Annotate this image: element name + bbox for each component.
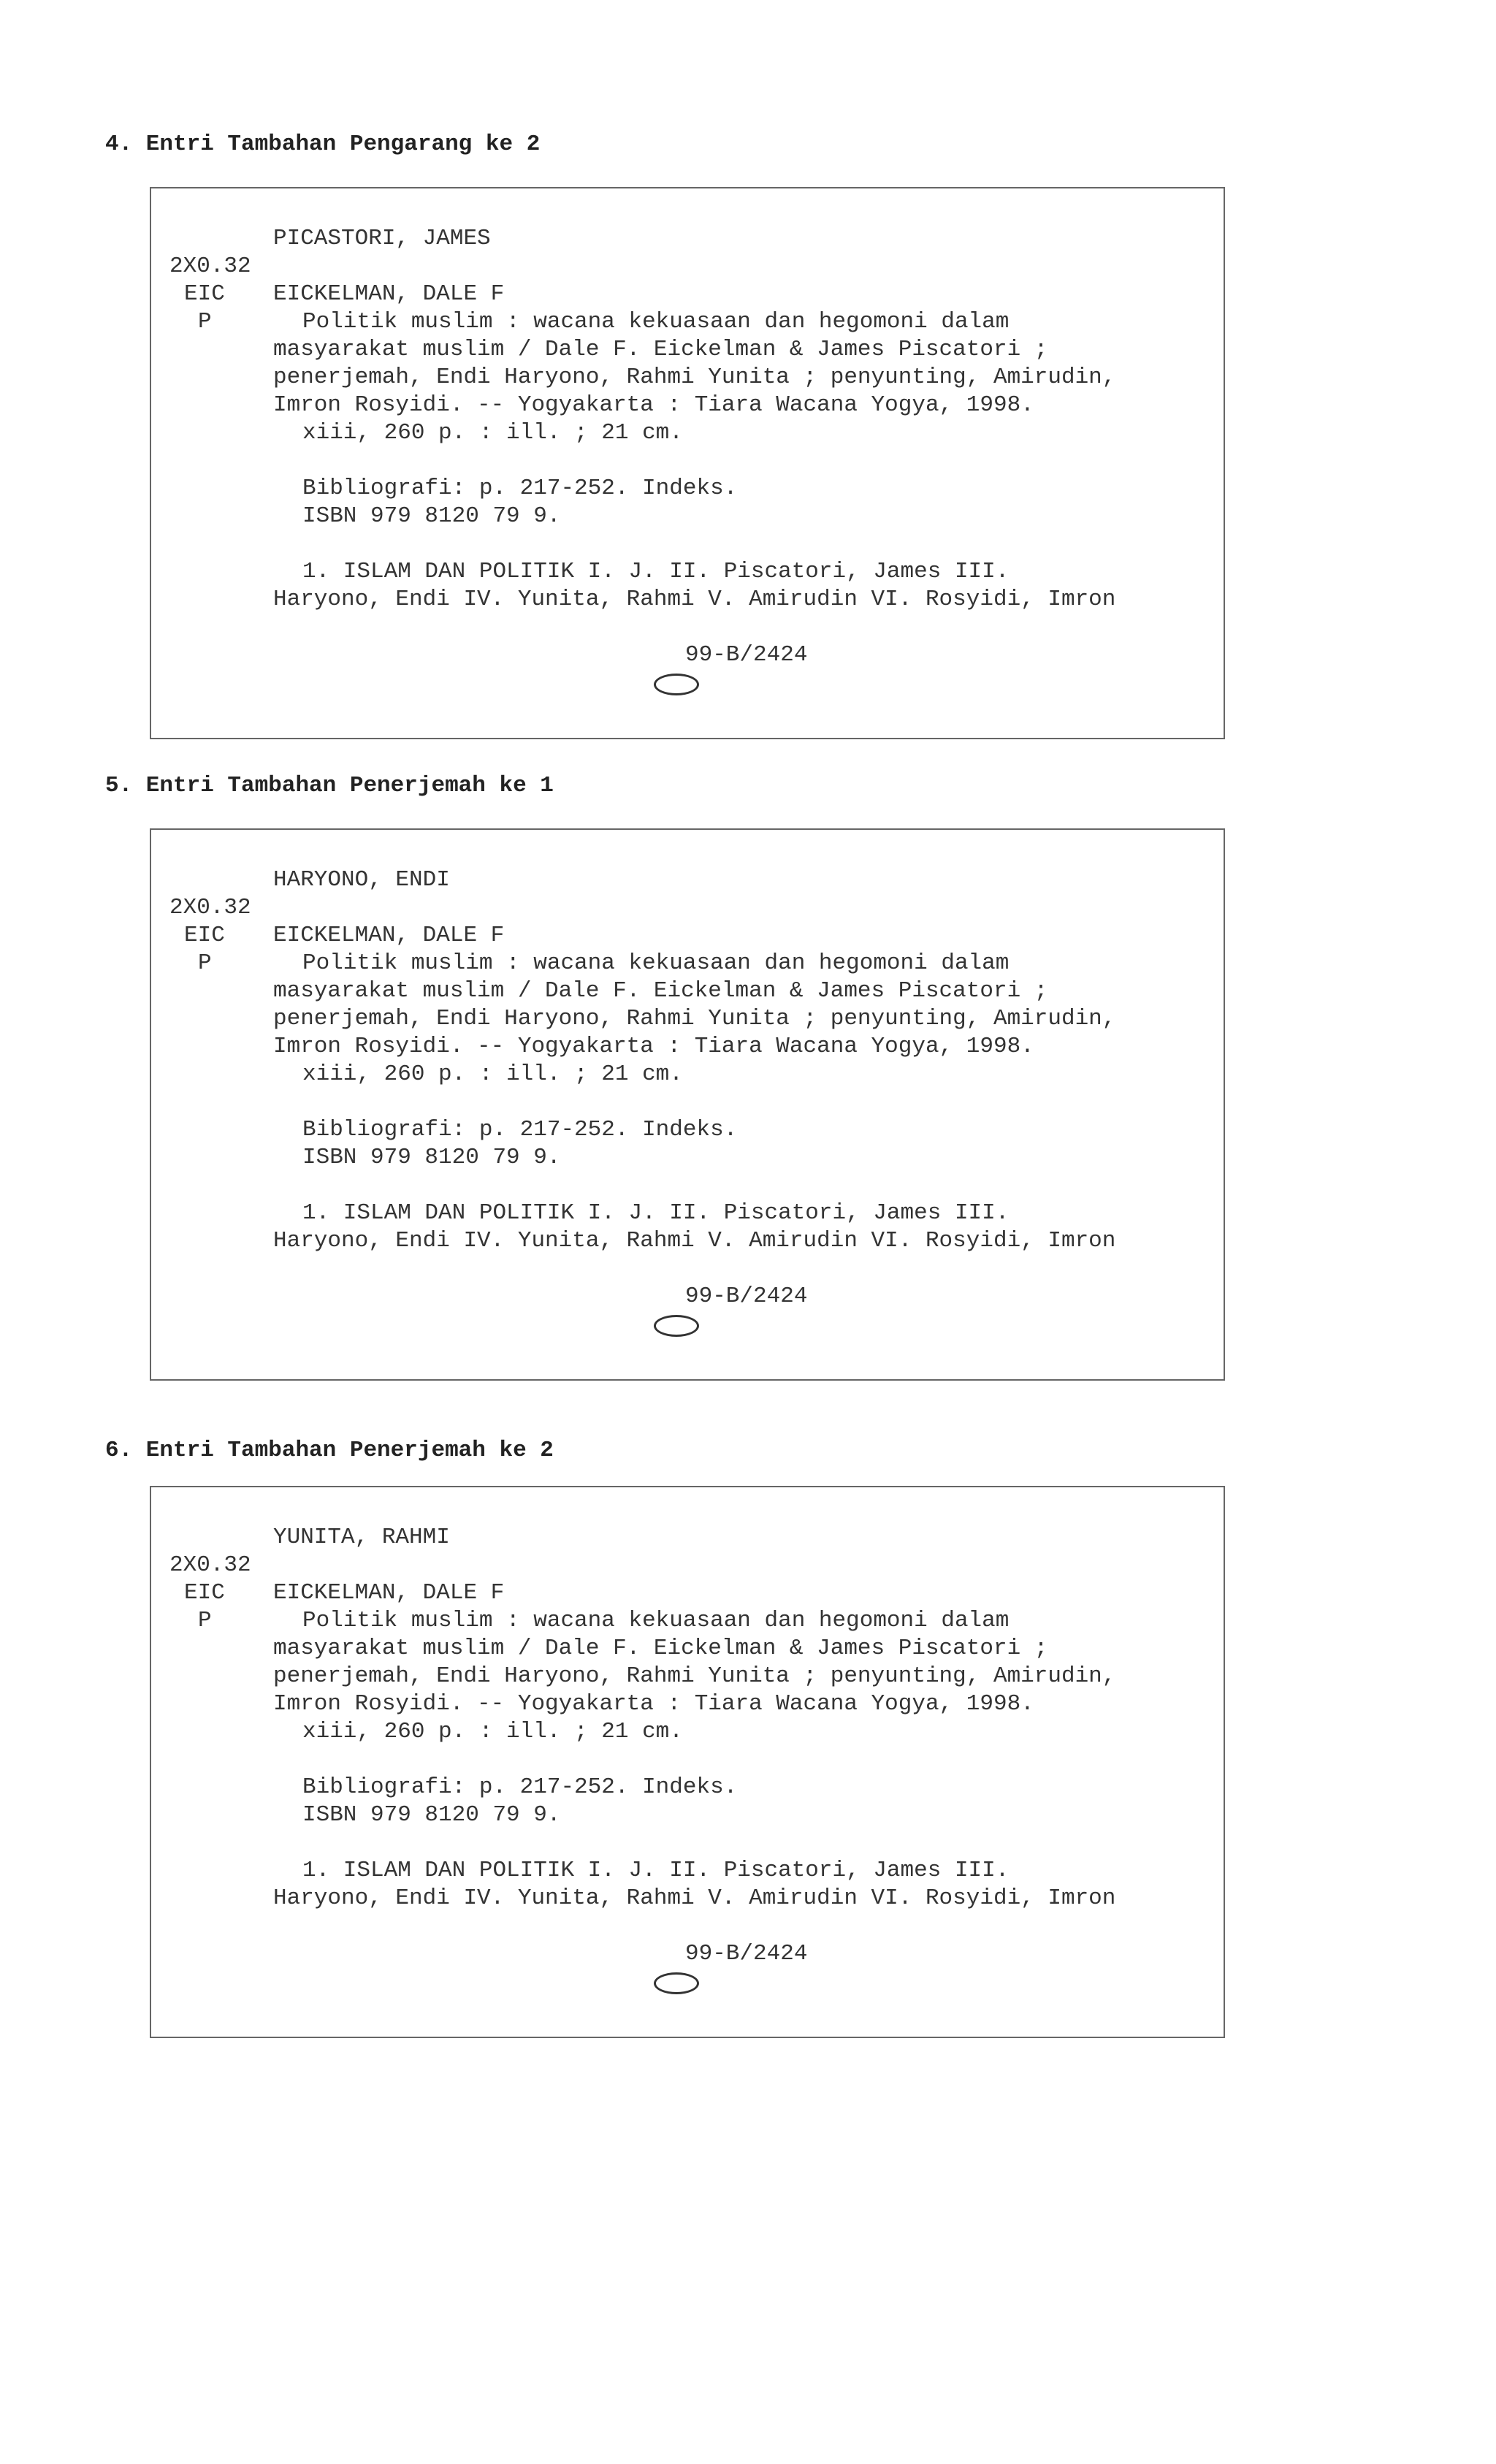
added-entry-heading: YUNITA, RAHMI <box>273 1525 450 1550</box>
added-entry-heading: HARYONO, ENDI <box>273 867 450 893</box>
call-number-class: 2X0.32 <box>169 1552 251 1578</box>
card-hole-icon <box>654 1315 699 1337</box>
title-line: Politik muslim : wacana kekuasaan dan hegomoni dalam <box>302 950 1010 976</box>
title-line: masyarakat muslim / Dale F. Eickelman & James Piscatori ; <box>273 1636 1048 1661</box>
control-number: 99-B/2424 <box>685 1941 808 1967</box>
title-line: masyarakat muslim / Dale F. Eickelman & James Piscatori ; <box>273 337 1048 362</box>
title-line: penerjemah, Endi Haryono, Rahmi Yunita ; penyunting, Amirudin, <box>273 365 1116 390</box>
tracing-line: 1. ISLAM DAN POLITIK I. J. II. Piscatori, James III. <box>302 559 1010 584</box>
collation: xiii, 260 p. : ill. ; 21 cm. <box>302 1719 683 1744</box>
title-line: Politik muslim : wacana kekuasaan dan hegomoni dalam <box>302 1608 1010 1633</box>
catalog-card <box>150 828 1225 1381</box>
tracing-line: 1. ISLAM DAN POLITIK I. J. II. Piscatori, James III. <box>302 1200 1010 1226</box>
call-number-title-mark: P <box>198 950 212 976</box>
section-heading: 5. Entri Tambahan Penerjemah ke 1 <box>105 773 554 798</box>
note-isbn: ISBN 979 8120 79 9. <box>302 1802 561 1828</box>
collation: xiii, 260 p. : ill. ; 21 cm. <box>302 420 683 446</box>
card-hole-icon <box>654 674 699 695</box>
title-line: Imron Rosyidi. -- Yogyakarta : Tiara Wacana Yogya, 1998. <box>273 392 1034 418</box>
title-line: masyarakat muslim / Dale F. Eickelman & James Piscatori ; <box>273 978 1048 1004</box>
tracing-line: Haryono, Endi IV. Yunita, Rahmi V. Amirudin VI. Rosyidi, Imron <box>273 1228 1116 1254</box>
note-isbn: ISBN 979 8120 79 9. <box>302 503 561 529</box>
call-number-title-mark: P <box>198 1608 212 1633</box>
section-heading: 6. Entri Tambahan Penerjemah ke 2 <box>105 1438 554 1463</box>
catalog-card <box>150 1486 1225 2038</box>
section-heading: 4. Entri Tambahan Pengarang ke 2 <box>105 131 541 157</box>
title-line: Imron Rosyidi. -- Yogyakarta : Tiara Wacana Yogya, 1998. <box>273 1691 1034 1717</box>
call-number-author-mark: EIC <box>184 923 225 948</box>
collation: xiii, 260 p. : ill. ; 21 cm. <box>302 1061 683 1087</box>
note-isbn: ISBN 979 8120 79 9. <box>302 1145 561 1170</box>
title-line: Imron Rosyidi. -- Yogyakarta : Tiara Wacana Yogya, 1998. <box>273 1034 1034 1059</box>
call-number-author-mark: EIC <box>184 281 225 307</box>
main-entry: EICKELMAN, DALE F <box>273 281 505 307</box>
tracing-line: 1. ISLAM DAN POLITIK I. J. II. Piscatori, James III. <box>302 1858 1010 1883</box>
call-number-class: 2X0.32 <box>169 253 251 279</box>
main-entry: EICKELMAN, DALE F <box>273 923 505 948</box>
note-bibliography: Bibliografi: p. 217-252. Indeks. <box>302 1117 738 1143</box>
tracing-line: Haryono, Endi IV. Yunita, Rahmi V. Amirudin VI. Rosyidi, Imron <box>273 1885 1116 1911</box>
control-number: 99-B/2424 <box>685 1284 808 1309</box>
title-line: penerjemah, Endi Haryono, Rahmi Yunita ; penyunting, Amirudin, <box>273 1663 1116 1689</box>
note-bibliography: Bibliografi: p. 217-252. Indeks. <box>302 1774 738 1800</box>
main-entry: EICKELMAN, DALE F <box>273 1580 505 1606</box>
note-bibliography: Bibliografi: p. 217-252. Indeks. <box>302 476 738 501</box>
title-line: penerjemah, Endi Haryono, Rahmi Yunita ; penyunting, Amirudin, <box>273 1006 1116 1031</box>
card-hole-icon <box>654 1972 699 1994</box>
call-number-class: 2X0.32 <box>169 895 251 920</box>
title-line: Politik muslim : wacana kekuasaan dan hegomoni dalam <box>302 309 1010 335</box>
catalog-card <box>150 187 1225 739</box>
control-number: 99-B/2424 <box>685 642 808 668</box>
tracing-line: Haryono, Endi IV. Yunita, Rahmi V. Amirudin VI. Rosyidi, Imron <box>273 587 1116 612</box>
added-entry-heading: PICASTORI, JAMES <box>273 226 491 251</box>
call-number-title-mark: P <box>198 309 212 335</box>
call-number-author-mark: EIC <box>184 1580 225 1606</box>
